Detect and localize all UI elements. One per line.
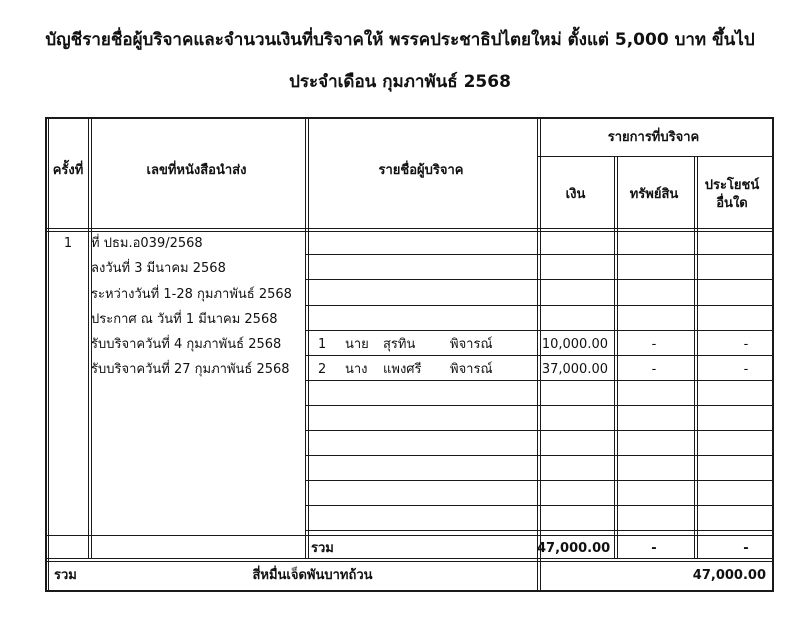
total-separator xyxy=(45,558,772,559)
table-border-bottom xyxy=(45,590,774,592)
donor-property: - xyxy=(651,337,657,352)
header-donation-items: รายการที่บริจาค xyxy=(607,130,700,145)
donor-last-name: พิจารณ์ xyxy=(450,337,493,352)
total-separator-double xyxy=(45,561,772,562)
col-line-no xyxy=(88,117,89,558)
subtotal-property: - xyxy=(651,541,657,556)
row-line xyxy=(305,380,772,381)
donor-index: 1 xyxy=(318,337,327,352)
table-border-left-inner xyxy=(48,117,49,590)
col-line-property-double xyxy=(697,156,698,558)
document-subtitle: ประจำเดือน กุมภาพันธ์ 2568 xyxy=(289,72,511,92)
header-separator-double xyxy=(45,231,772,232)
col-line-letter xyxy=(305,117,306,558)
header-money: เงิน xyxy=(565,187,586,202)
letter-line: รับบริจาควันที่ 4 กุมภาพันธ์ 2568 xyxy=(91,337,282,352)
header-donor-names: รายชื่อผู้บริจาค xyxy=(378,163,464,178)
header-separator xyxy=(45,228,772,229)
row-line xyxy=(305,480,772,481)
header-letter-no: เลขที่หนังสือนำส่ง xyxy=(146,163,247,178)
row-line xyxy=(305,455,772,456)
donor-index: 2 xyxy=(318,362,327,377)
total-amount-text: สี่หมื่นเจ็ดพันบาทถ้วน xyxy=(252,568,373,583)
col-line-letter-double xyxy=(308,117,309,558)
row-line xyxy=(305,430,772,431)
subtotal-benefit: - xyxy=(743,541,749,556)
entry-number: 1 xyxy=(63,236,73,251)
letter-line: ที่ ปธม.อ039/2568 xyxy=(91,236,203,251)
row-line xyxy=(305,279,772,280)
row-line xyxy=(305,505,772,506)
table-border-left xyxy=(45,117,47,592)
donor-benefit: - xyxy=(743,337,749,352)
row-line xyxy=(305,530,772,531)
letter-line: ประกาศ ณ วันที่ 1 มีนาคม 2568 xyxy=(91,312,278,327)
donor-benefit: - xyxy=(743,362,749,377)
donor-first-name: แพงศรี xyxy=(383,362,422,377)
subtotal-money: 47,000.00 xyxy=(537,541,611,556)
table-border-top xyxy=(45,117,774,119)
subtotal-separator xyxy=(45,535,772,536)
col-line-property xyxy=(694,156,695,558)
header-property: ทรัพย์สิน xyxy=(629,187,679,202)
letter-line: ระหว่างวันที่ 1-28 กุมภาพันธ์ 2568 xyxy=(91,287,292,302)
header-benefit-line1: ประโยชน์ xyxy=(704,178,760,193)
row-line xyxy=(305,405,772,406)
donor-title: นาง xyxy=(345,362,368,377)
letter-line: รับบริจาควันที่ 27 กุมภาพันธ์ 2568 xyxy=(91,362,290,377)
header-no: ครั้งที่ xyxy=(52,163,84,178)
row-line xyxy=(305,254,772,255)
document-title: บัญชีรายชื่อผู้บริจาคและจำนวนเงินที่บริจาคให้ พรรคประชาธิปไตยใหม่ ตั้งแต่ 5,000 บาท ขึ้นไป xyxy=(45,30,755,50)
col-line-money xyxy=(614,156,615,558)
header-benefit-line2: อื่นใด xyxy=(716,196,748,211)
col-line-money-double xyxy=(617,156,618,558)
donor-first-name: สุรทิน xyxy=(383,337,416,352)
donation-items-separator xyxy=(537,156,772,157)
donor-title: นาย xyxy=(345,337,369,352)
subtotal-label: รวม xyxy=(311,541,334,556)
donor-money: 10,000.00 xyxy=(541,337,608,352)
total-label: รวม xyxy=(54,568,77,583)
row-line xyxy=(305,355,772,356)
total-amount: 47,000.00 xyxy=(692,568,766,583)
letter-line: ลงวันที่ 3 มีนาคม 2568 xyxy=(91,261,226,276)
donor-last-name: พิจารณ์ xyxy=(450,362,493,377)
row-line xyxy=(305,305,772,306)
donor-money: 37,000.00 xyxy=(541,362,608,377)
table-border-right xyxy=(772,117,774,592)
row-line xyxy=(305,330,772,331)
donor-property: - xyxy=(651,362,657,377)
